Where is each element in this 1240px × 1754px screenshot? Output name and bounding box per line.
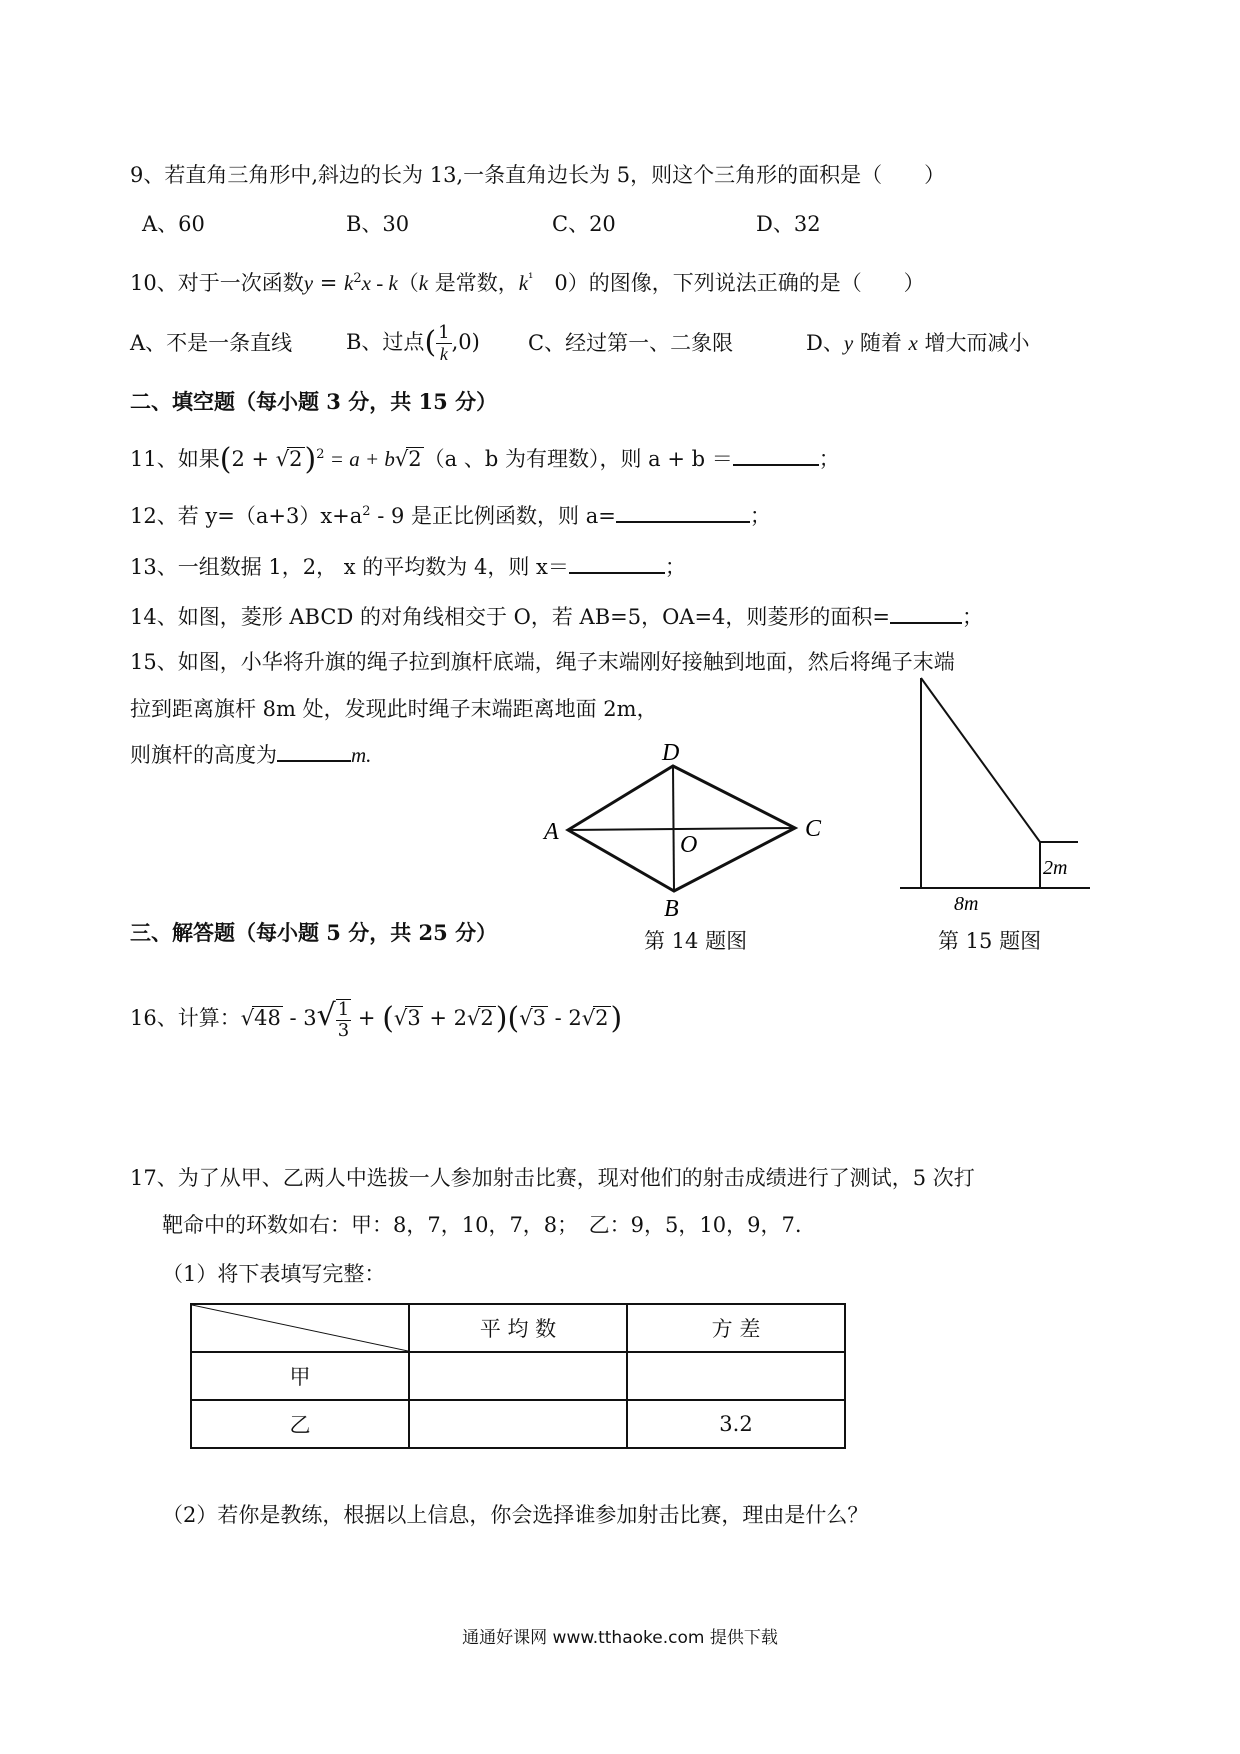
table-header-row [191,1304,845,1352]
q17-part1: （1）将下表填写完整： [162,1262,386,1286]
q12-stem: 12、若 $y=(a+3)x+a^2 - 9$ 是正比例函数，则 a= ； [130,497,771,531]
table-header-variance: 方 差 [627,1304,845,1352]
q10-fraction: $\frac{1}{k}$ [438,322,450,364]
table-cell-mean[interactable] [409,1352,627,1400]
fig14-rhombus-diagram [530,740,850,920]
q15-answer-blank[interactable] [277,738,351,762]
q10-stem: 10、对于一次函数$y = k^2x - k(k$ 是常数，$k^{^1}$ 0）的图像，下列说法正确的是（ ） [130,271,925,295]
section2-heading: 二、填空题（每小题 3 分，共 15 分） [130,389,498,414]
label-d: D [662,740,680,766]
q9-stem: 9、若直角三角形中,斜边的长为 13,一条直角边长为 5，则这个三角形的面积是（ ） [130,163,946,187]
label-c: C [805,816,822,842]
q10-option-d: D、y 随着 x 增大而减小 [806,331,1030,355]
table-corner-cell [191,1304,409,1352]
table-row-name: 甲 [191,1352,409,1400]
q10-option-b: B、过点( $\frac{1}{k}$ ,0) [346,322,480,364]
label-b: B [664,896,679,920]
q16-stem: 16、计算：√48 - 3√ $\frac{1}{3}$ + (√3 + 2√2)(√3 - 2√2) [130,998,623,1041]
label-8m: 8m [954,893,979,915]
page-footer: 通通好课网 www.tthaoke.com 提供下载 [462,1628,778,1648]
diagonal-bd [673,766,674,891]
q17-line2: 靶命中的环数如右：甲：8，7，10，7，8； 乙：9，5，10，9，7. [162,1213,802,1237]
label-2m: 2m [1043,857,1068,879]
rope-line [921,678,1040,842]
label-a: A [544,819,559,845]
q11-stem: 11、如果$(2 + √2)^2 = a + b√2(a$ 、b 为有理数），则 a + b ＝ ； [130,442,840,477]
q15-line1: 15、如图，小华将升旗的绳子拉到旗杆底端，绳子末端刚好接触到地面，然后将绳子末端 [130,650,955,674]
q9-option-d: D、32 [756,212,821,236]
table-diagonal-line [192,1305,408,1351]
q12-answer-blank[interactable] [616,499,750,523]
table-cell-mean[interactable] [409,1400,627,1448]
diagonal-ac [568,828,795,830]
q9-option-c: C、20 [552,212,616,236]
table-cell-variance[interactable] [627,1352,845,1400]
q9-option-a: A、60 [142,212,205,236]
q16-fraction: $\frac{1}{3}$ [337,998,350,1041]
table-row [191,1352,845,1400]
q11-answer-blank[interactable] [733,442,819,466]
table-cell-variance: 3.2 [627,1400,845,1448]
q14-stem: 14、如图，菱形 ABCD 的对角线相交于 O，若 AB=5，OA=4，则菱形的面积= ； [130,600,983,632]
q10-option-c: C、经过第一、二象限 [528,331,734,355]
table-header-mean: 平 均 数 [409,1304,627,1352]
q15-line3: 则旗杆的高度为 m. [130,738,371,770]
q17-part2: （2）若你是教练，根据以上信息，你会选择谁参加射击比赛，理由是什么？ [162,1503,869,1527]
q17-score-table [190,1303,846,1449]
q9-option-b: B、30 [346,212,410,236]
label-o: O [680,832,698,858]
fig15-caption: 第 15 题图 [938,929,1042,953]
table-row [191,1400,845,1448]
q17-line1: 17、为了从甲、乙两人中选拔一人参加射击比赛，现对他们的射击成绩进行了测试，5 次打 [130,1166,975,1190]
section3-heading: 三、解答题（每小题 5 分，共 25 分） [130,920,498,945]
q15-line2: 拉到距离旗杆 8m 处，发现此时绳子末端距离地面 2m， [130,697,658,721]
q13-answer-blank[interactable] [569,550,665,574]
q10-option-a: A、不是一条直线 [130,331,293,355]
fig15-flagpole-diagram [900,670,1100,930]
q13-stem: 13、一组数据 1，2， x 的平均数为 4，则 x＝ ； [130,550,686,582]
table-row-name: 乙 [191,1400,409,1448]
q14-answer-blank[interactable] [890,600,962,624]
fig14-caption: 第 14 题图 [644,929,748,953]
